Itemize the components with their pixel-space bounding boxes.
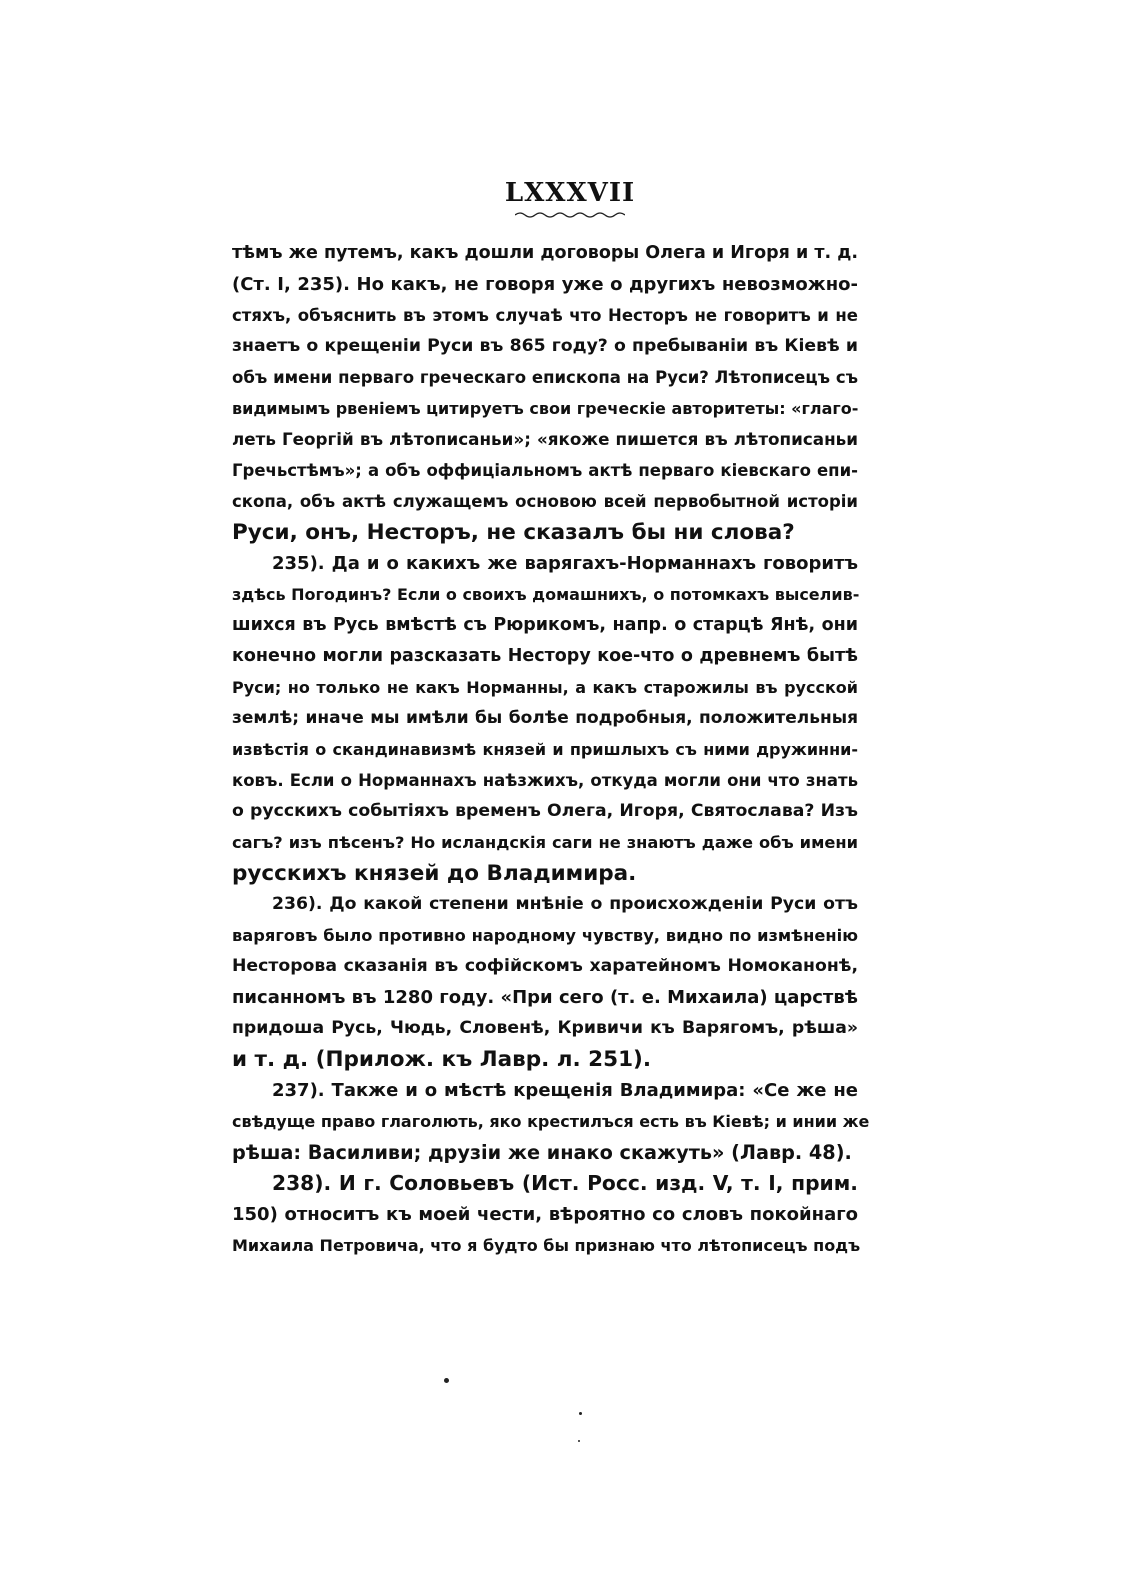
page-number: LXXXVII <box>504 178 636 208</box>
text-line: тѣмъ же путемъ, какъ дошли договоры Олега и Игоря и т. д. <box>232 243 858 263</box>
text-line: конечно могли разсказать Нестору кое-что о древнемъ бытѣ <box>232 646 858 666</box>
text-line: шихся въ Русь вмѣстѣ съ Рюрикомъ, напр. о старцѣ Янѣ, они <box>232 615 858 635</box>
text-line: видимымъ рвеніемъ цитируетъ свои греческіе авторитеты: «глаго- <box>232 399 859 418</box>
text-line: варяговъ было противно народному чувству, видно по измѣненію <box>232 926 858 945</box>
text-line: землѣ; иначе мы имѣли бы болѣе подробныя, положительныя <box>232 708 858 728</box>
speck-mark <box>578 1440 580 1442</box>
text-line: русскихъ князей до Владимира. <box>232 861 637 886</box>
text-line: стяхъ, объяснить въ этомъ случаѣ что Несторъ не говоритъ и не <box>232 306 858 325</box>
page-header <box>0 178 1140 218</box>
note-237-start: 237). Также и о мѣстѣ крещенія Владимира: «Се же не <box>272 1080 858 1101</box>
text-line: писанномъ въ 1280 году. «При сего (т. е. Михаила) царствѣ <box>232 987 858 1008</box>
text-line: скопа, объ актѣ служащемъ основою всей первобытной исторіи <box>232 492 858 511</box>
text-line: рѣша: Василиви; друзіи же инако скажуть» (Лавр. 48). <box>232 1141 852 1164</box>
note-238-start: 238). И г. Соловьевъ (Ист. Росс. изд. V, т. I, прим. <box>272 1171 858 1195</box>
text-line: о русскихъ событіяхъ временъ Олега, Игоря, Святослава? Изъ <box>232 801 858 821</box>
text-line: (Ст. I, 235). Но какъ, не говоря уже о другихъ невозможно- <box>232 274 858 295</box>
text-line: ковъ. Если о Норманнахъ наѣзжихъ, откуда могли они что знать <box>232 771 858 790</box>
text-line: сагъ? изъ пѣсенъ? Но исландскія саги не знаютъ даже объ имени <box>232 833 858 852</box>
speck-mark <box>579 1412 582 1415</box>
text-line: Гречьстѣмъ»; а объ оффиціальномъ актѣ перваго кіевскаго епи- <box>232 461 858 480</box>
text-line: леть Георгій въ лѣтописаньи»; «якоже пишется въ лѣтописаньи <box>232 429 858 449</box>
text-line: свѣдуще право глаголють, яко крестилъся есть въ Кіевѣ; и инии же <box>232 1112 870 1131</box>
text-line: Несторова сказанія въ софійскомъ харатейномъ Номоканонѣ, <box>232 956 858 976</box>
text-line: извѣстія о скандинавизмѣ князей и пришлыхъ съ ними дружинни- <box>232 740 858 759</box>
text-line: Михаила Петровича, что я будто бы признаю что лѣтописецъ подъ <box>232 1236 861 1255</box>
text-line: Руси; но только не какъ Норманны, а какъ старожилы въ русской <box>232 678 858 697</box>
text-line: Руси, онъ, Несторъ, не сказалъ бы ни слова? <box>232 520 795 545</box>
body-text <box>232 238 870 1261</box>
text-line: придоша Русь, Чюдь, Словенѣ, Кривичи къ Варягомъ, рѣша» <box>232 1018 858 1038</box>
header-ornament <box>515 210 625 218</box>
note-236-start: 236). До какой степени мнѣніе о происхожденіи Руси отъ <box>272 894 858 914</box>
text-line: здѣсь Погодинъ? Если о своихъ домашнихъ, о потомкахъ выселив- <box>232 585 860 604</box>
text-line: и т. д. (Прилож. къ Лавр. л. 251). <box>232 1047 652 1072</box>
note-235-start: 235). Да и о какихъ же варягахъ-Норманнахъ говоритъ <box>272 553 858 574</box>
text-line: знаетъ о крещеніи Руси въ 865 году? о пребываніи въ Кіевѣ и <box>232 336 858 356</box>
speck-mark <box>444 1378 449 1383</box>
text-line: 150) относитъ къ моей чести, вѣроятно со словъ покойнаго <box>232 1204 858 1225</box>
text-line: объ имени перваго греческаго епископа на Руси? Лѣтописецъ съ <box>232 368 858 387</box>
